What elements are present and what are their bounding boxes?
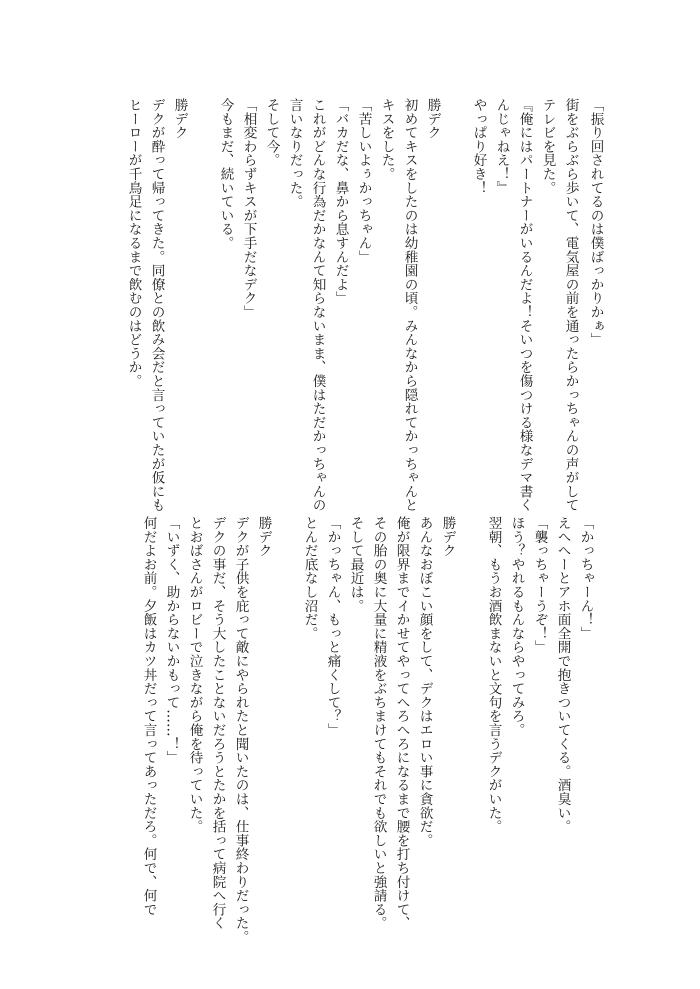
text-line: んじゃねえ！』 bbox=[493, 98, 510, 195]
text-line: これがどんな行為だかなんて知らないまま、僕はただかっちゃんの bbox=[309, 98, 326, 512]
text-line: その胎の奥に大量に精液をぶちまけてもそれでも欲しいと強請る。 bbox=[370, 516, 387, 930]
text-line: やっぱり好き！ bbox=[470, 98, 487, 195]
text-line: テレビを見た。 bbox=[539, 98, 556, 195]
text-line: 街をぶらぶら歩いて、電気屋の前を通ったらかっちゃんの声がして bbox=[562, 98, 579, 512]
text-line: とんだ底なし沼だ。 bbox=[301, 516, 318, 641]
section-heading: 勝デク bbox=[439, 516, 456, 558]
text-line: 「バカだな、鼻から息すんだよ」 bbox=[332, 98, 349, 305]
section-heading: 勝デク bbox=[171, 98, 188, 140]
text-line: えへへーとアホ面全開で抱きついてくる。酒臭い。 bbox=[554, 516, 571, 834]
text-line: 「苦しいよぅかっちゃん」 bbox=[355, 98, 372, 264]
text-line: とおばさんがロビーで泣きながら俺を待っていた。 bbox=[186, 516, 203, 834]
text-line: 「かっちゃん、もっと痛くして？」 bbox=[324, 516, 341, 737]
text-line: 翌朝、もうお酒飲まないと文句を言うデクがいた。 bbox=[485, 516, 502, 834]
text-line: そして今。 bbox=[263, 98, 280, 167]
text-line: デクが酔って帰ってきた。同僚との飲み会だと言っていたが仮にも bbox=[148, 98, 165, 512]
section-heading: 勝デク bbox=[424, 98, 441, 140]
text-line: ヒーローが千鳥足になるまで飲むのはどうか。 bbox=[125, 98, 142, 388]
text-line: 言いなりだった。 bbox=[286, 98, 303, 209]
text-line: ほう？やれるもんならやってみろ。 bbox=[508, 516, 525, 737]
text-line: 「振り回されてるのは僕ばっかりかぁ」 bbox=[587, 98, 604, 347]
text-line: 「いずく、助からないかもって……！」 bbox=[163, 516, 180, 765]
text-line: デクが子供を庇って敵にやられたと聞いたのは、仕事終わりだった。 bbox=[232, 516, 249, 944]
text-line: 「相変わらずキスが下手だなデク」 bbox=[240, 98, 257, 319]
text-line: 今もまだ、続いている。 bbox=[217, 98, 234, 250]
text-line: そして最近は。 bbox=[347, 516, 364, 613]
text-line: キスをした。 bbox=[378, 98, 395, 181]
text-line: 『俺にはパートナーがいるんだよ！そいつを傷つける様なデマ書く bbox=[516, 98, 533, 512]
section-heading: 勝デク bbox=[255, 516, 272, 558]
text-line: デクの事だ、そう大したことないだろうとたかを括って病院へ行く bbox=[209, 516, 226, 930]
text-line: 「襲っちゃーうぞ！」 bbox=[531, 516, 548, 654]
text-line: 初めてキスをしたのは幼稚園の頃。みんなから隠れてかっちゃんと bbox=[401, 98, 418, 512]
text-line: 何だよお前。夕飯はカツ丼だって言ってあっただろ。何で、何で bbox=[140, 516, 157, 917]
text-line: 「かっちゃーん！」 bbox=[577, 516, 594, 641]
text-line: 俺が限界までイかせてやってへろへろになるまで腰を打ち付けて、 bbox=[393, 516, 410, 930]
text-line: あんなおぼこい顔をして、デクはエロい事に貪欲だ。 bbox=[416, 516, 433, 848]
